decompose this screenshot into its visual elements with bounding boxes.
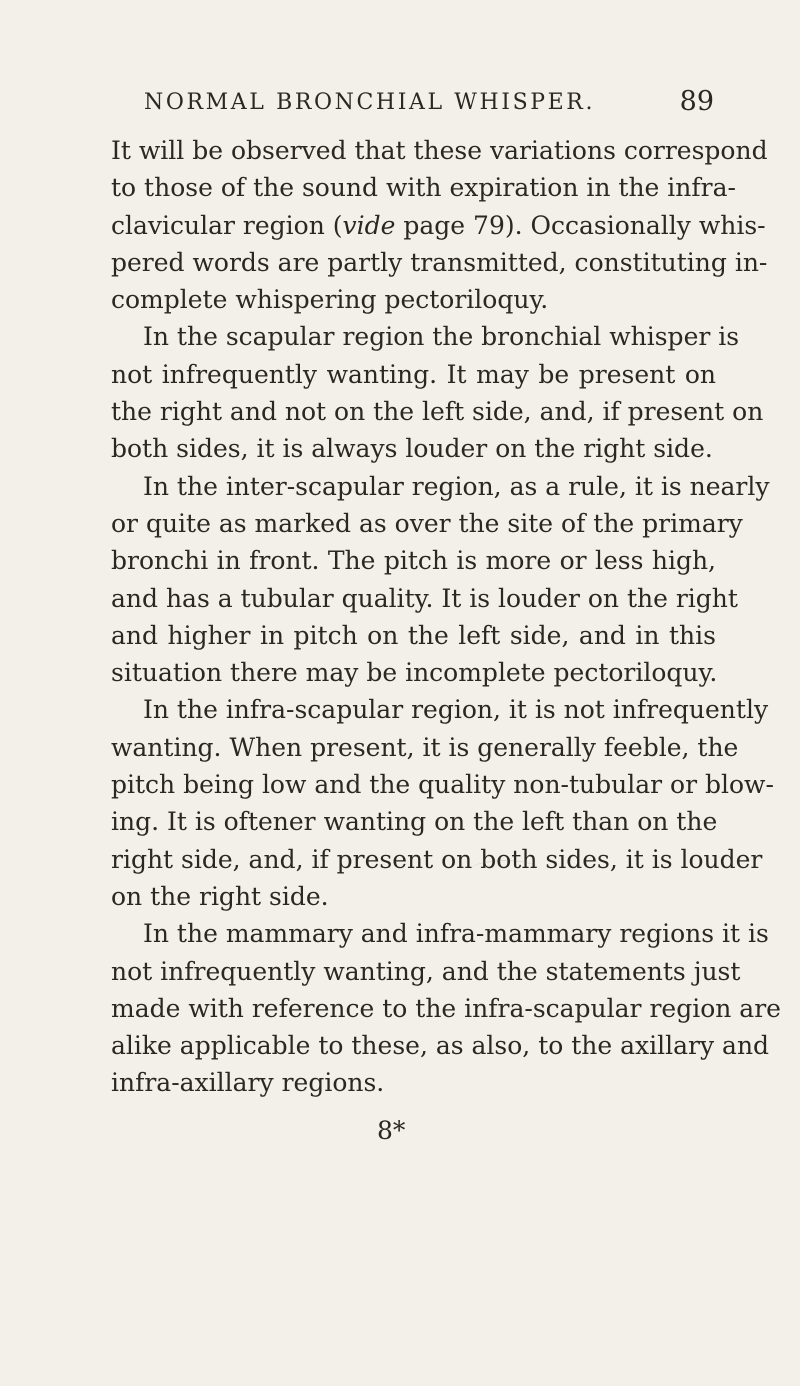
text-line: alike applicable to these, as also, to the axillary and [111, 1031, 770, 1061]
text-line: clavicular region (vide page 79). Occasionally whis- [111, 210, 766, 240]
text-line: ing. It is oftener wanting on the left than on the [111, 807, 718, 837]
italic-term: vide [342, 210, 396, 240]
text-line: In the scapular region the bronchial whisper is [143, 322, 740, 352]
text-line: In the inter-scapular region, as a rule, it is nearly [143, 471, 770, 501]
paragraph-5 [111, 915, 781, 1101]
paragraph-1 [111, 132, 768, 318]
text-line: situation there may be incomplete pectoriloquy. [111, 658, 718, 688]
paragraph-4 [111, 691, 774, 915]
text-line: pitch being low and the quality non-tubular or blow- [111, 770, 774, 800]
signature-mark: 8* [377, 1116, 406, 1145]
text-line: bronchi in front. The pitch is more or less high, [111, 546, 716, 576]
paragraph-2 [111, 318, 764, 467]
text-line: infra-axillary regions. [111, 1068, 385, 1098]
text-line: right side, and, if present on both sides, it is louder [111, 844, 763, 874]
page-number: 89 [679, 86, 714, 117]
paragraph-3 [111, 468, 770, 692]
text-line: not infrequently wanting, and the statements just [111, 956, 741, 986]
text-line: In the infra-scapular region, it is not infrequently [143, 695, 769, 725]
text-line: In the mammary and infra-mammary regions it is [143, 919, 769, 949]
text-line: complete whispering pectoriloquy. [111, 285, 549, 315]
paper-blemish [470, 860, 540, 881]
text-line: both sides, it is always louder on the right side. [111, 434, 713, 464]
text-line: or quite as marked as over the site of the primary [111, 508, 743, 538]
body-text [111, 132, 781, 1102]
text-line: to those of the sound with expiration in the infra- [111, 173, 736, 203]
text-line: on the right side. [111, 881, 329, 911]
text-line: It will be observed that these variations correspond [111, 136, 768, 165]
text-line: and has a tubular quality. It is louder on the right [111, 583, 738, 613]
text-line: wanting. When present, it is generally feeble, the [111, 732, 739, 762]
running-head [144, 86, 714, 120]
text-line: the right and not on the left side, and, if present on [111, 397, 764, 427]
text-line: and higher in pitch on the left side, and in this [111, 620, 716, 650]
text-line: made with reference to the infra-scapular region are [111, 993, 781, 1023]
running-title: NORMAL BRONCHIAL WHISPER. [144, 90, 596, 115]
text-line: not infrequently wanting. It may be present on [111, 359, 716, 389]
text-line: pered words are partly transmitted, constituting in- [111, 247, 768, 277]
